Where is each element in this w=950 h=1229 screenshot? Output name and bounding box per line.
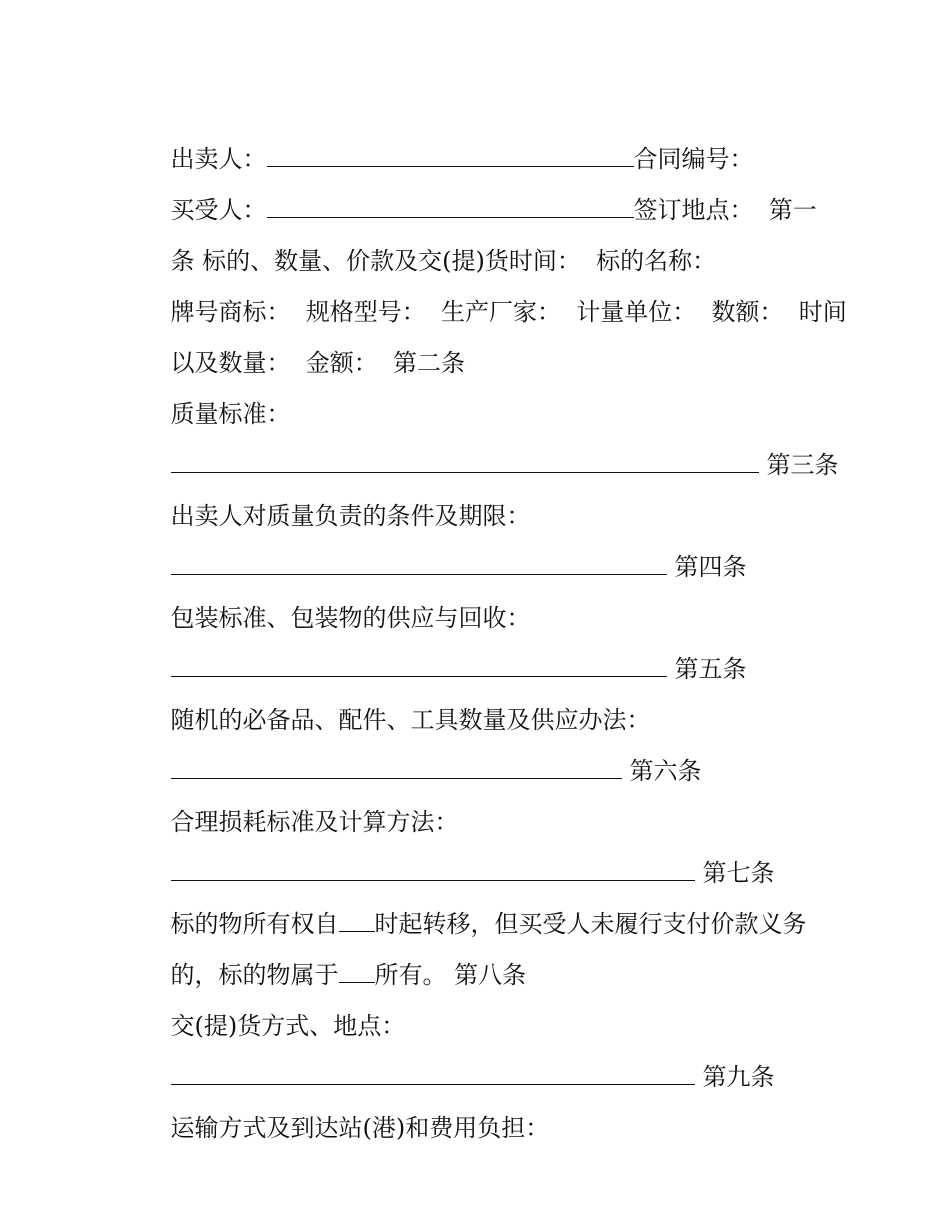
accessories-label: 随机的必备品、配件、工具数量及供应办法： [170,706,651,734]
quality-blank [171,450,759,473]
sign-place-label: 签订地点： 第一 [633,196,817,224]
article-one-text: 条 标的、数量、价款及交(提)货时间： 标的名称： [170,247,717,275]
article-seven-line [140,828,775,887]
buyer-blank [267,195,634,218]
responsibility-blank [171,552,667,575]
transport-line [140,1083,550,1142]
article-five-label: 第五条 [674,655,747,683]
packaging-label: 包装标准、包装物的供应与回收： [170,604,531,632]
accessories-line [140,675,651,734]
quality-responsibility-label: 出卖人对质量负责的条件及期限： [170,502,531,530]
brand-spec-text: 牌号商标： 规格型号： 生产厂家： 计量单位： 数额： 时间 [170,298,847,326]
transport-label: 运输方式及到达站(港)和费用负担： [170,1114,550,1142]
seller-blank [267,144,634,167]
loss-standard-label: 合理损耗标准及计算方法： [170,808,459,836]
seller-line [140,114,754,173]
article-seven-label: 第七条 [702,859,775,887]
quality-standard-line [140,369,291,428]
delivery-blank [171,1062,695,1085]
delivery-method-label: 交(提)货方式、地点： [170,1012,406,1040]
ownership-owner-blank [339,960,375,983]
article-three-label: 第三条 [766,451,839,479]
loss-standard-line [140,777,459,836]
accessories-blank [171,756,622,779]
ownership-text-start: 标的物所有权自 [170,910,339,938]
quality-responsibility-line [140,471,531,530]
loss-blank [171,858,695,881]
contract-no-label: 合同编号： [633,145,754,173]
article-one-line [140,216,717,275]
article-nine-line [140,1032,775,1091]
ownership-owner-end: 所有。 第八条 [374,961,527,989]
buyer-line [140,165,817,224]
ownership-time-blank [339,909,375,932]
packaging-blank [171,654,667,677]
quantity-amount-text: 以及数量： 金额： 第二条 [170,349,466,377]
article-five-line [140,624,747,683]
quality-standard-label: 质量标准： [170,400,291,428]
brand-spec-line [140,267,847,326]
article-three-line [140,420,839,479]
article-four-line [140,522,747,581]
quantity-amount-line [140,318,466,377]
seller-label: 出卖人： [170,145,267,173]
buyer-label: 买受人： [170,196,267,224]
ownership-line [140,879,807,938]
ownership-owner-start: 的，标的物属于 [170,961,339,989]
article-six-line [140,726,702,785]
article-four-label: 第四条 [674,553,747,581]
article-nine-label: 第九条 [702,1063,775,1091]
packaging-line [140,573,531,632]
ownership-owner-line [140,930,527,989]
delivery-method-line [140,981,406,1040]
article-six-label: 第六条 [629,757,702,785]
ownership-text-end: 时起转移，但买受人未履行支付价款义务 [374,910,807,938]
